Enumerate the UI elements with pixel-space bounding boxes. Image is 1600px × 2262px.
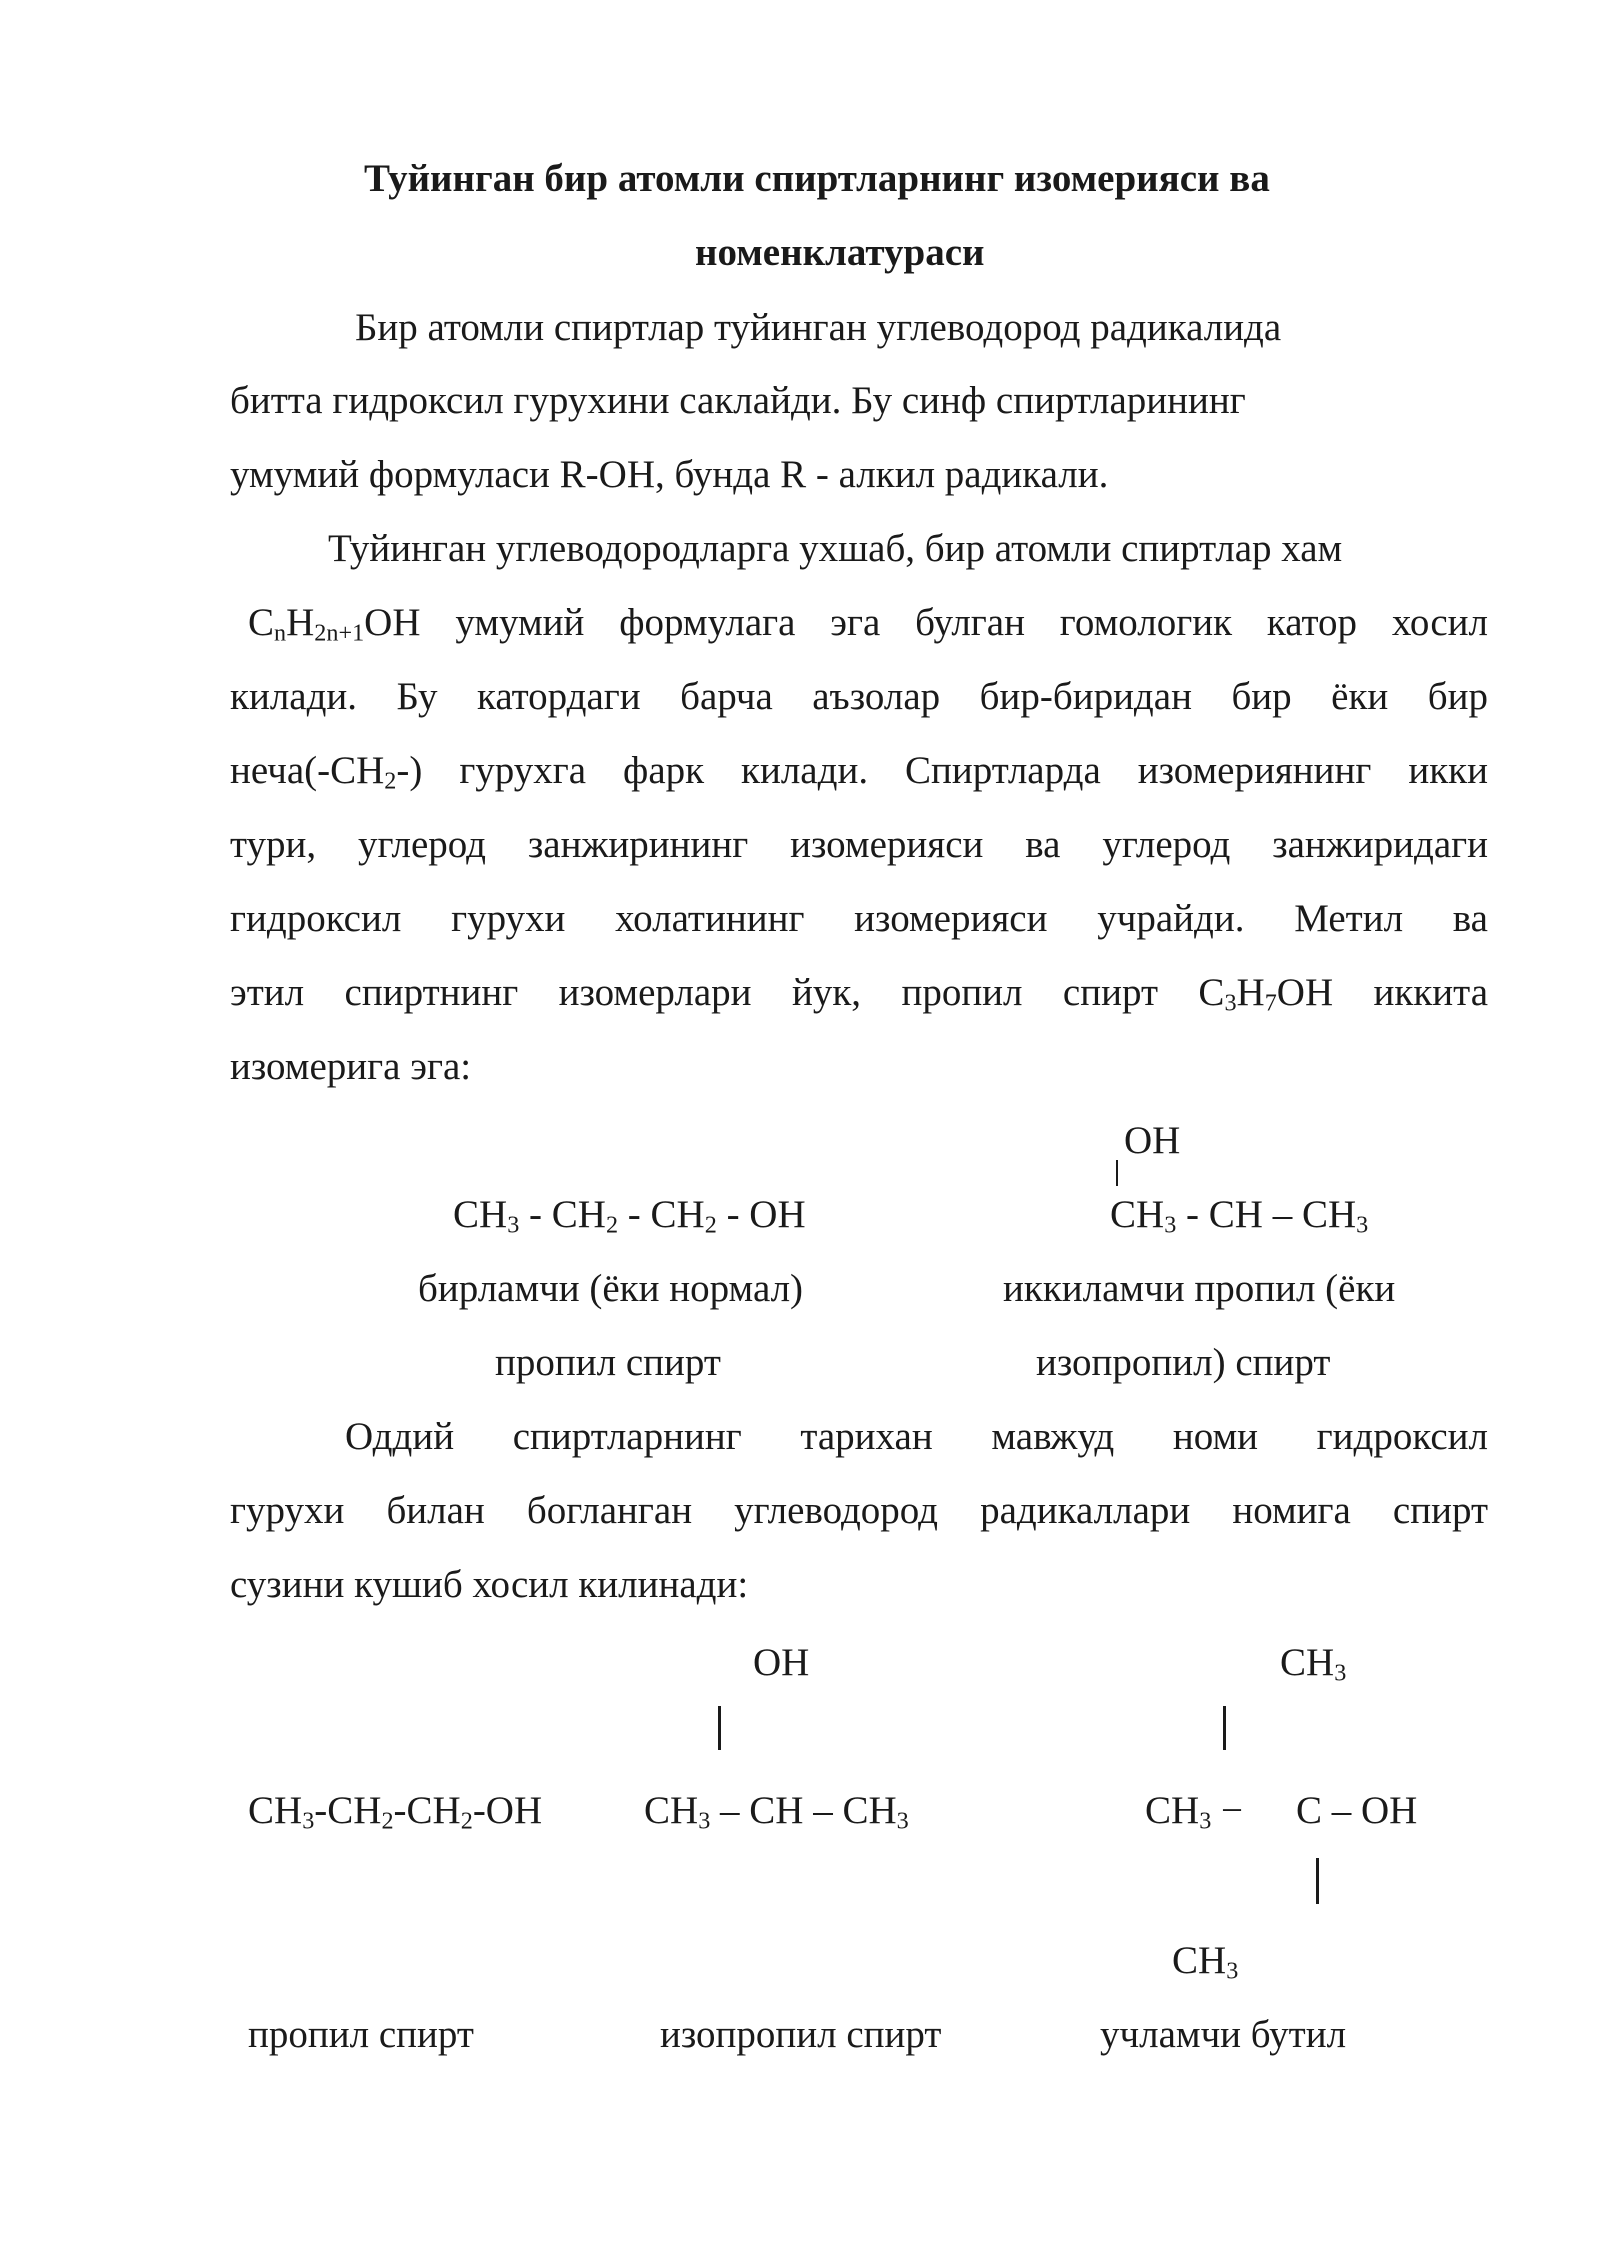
formula-text: – CH – CH <box>710 1789 897 1832</box>
formula-text: OH умумий формулага эга булган гомологик катор хосил <box>364 601 1488 644</box>
paragraph-1-line-1: Бир атомли спиртлар туйинган углеводород радикалида <box>355 306 1282 349</box>
formula-text: - CH – CH <box>1176 1193 1357 1236</box>
caption-secondary-line-2: изопропил) спирт <box>1036 1341 1331 1384</box>
paragraph-2-line-2 <box>248 600 1488 645</box>
formula-text: C <box>248 601 275 644</box>
isopropanol-formula <box>644 1788 909 1833</box>
caption-primary-line-2: пропил спирт <box>495 1341 721 1384</box>
formula-text: -OH <box>472 1789 543 1832</box>
formula-text: CH <box>644 1789 699 1832</box>
subscript: 3 <box>1224 989 1237 1017</box>
formula-text: CH <box>248 1789 303 1832</box>
subscript: 3 <box>1226 1957 1239 1985</box>
paragraph-2-line-7 <box>230 970 1488 1015</box>
formula-text: H <box>286 601 315 644</box>
tert-butanol-left-part <box>1145 1788 1243 1833</box>
subscript: 7 <box>1264 989 1277 1017</box>
paragraph-1-line-3: умумий формуласи R-OH, бунда R - алкил радикали. <box>230 453 1109 496</box>
caption-isopropanol: изопропил спирт <box>660 2013 942 2056</box>
hydroxyl-label: OH <box>753 1641 810 1684</box>
bond-line-vertical <box>1316 1858 1319 1904</box>
bond-line-vertical <box>1223 1706 1226 1750</box>
bond-line-vertical <box>1116 1160 1118 1186</box>
subscript: 2 <box>704 1211 717 1239</box>
subscript: 3 <box>1199 1807 1212 1835</box>
paragraph-2-line-6: гидроксил гурухи холатининг изомерияси учрайди. Метил ва <box>230 897 1488 940</box>
formula-text: CH <box>1172 1939 1227 1982</box>
subscript: 3 <box>1356 1211 1369 1239</box>
paragraph-2-line-4 <box>230 748 1488 793</box>
paragraph-2-line-8: изомерига эга: <box>230 1045 472 1088</box>
hydroxyl-label: OH <box>1124 1119 1181 1162</box>
formula-text: CH <box>1280 1641 1335 1684</box>
paragraph-3-line-1: Оддий спиртларнинг тарихан мавжуд номи гидроксил <box>345 1415 1488 1458</box>
caption-propanol: пропил спирт <box>248 2013 474 2056</box>
bond-line-vertical <box>718 1706 721 1750</box>
page-title-line-2: номенклатураси <box>695 231 985 274</box>
formula-text: -CH <box>314 1789 382 1832</box>
propanol-formula <box>248 1788 542 1833</box>
formula-text: CH <box>453 1193 508 1236</box>
formula-text: - CH <box>519 1193 606 1236</box>
paragraph-3-line-3: сузини кушиб хосил килинади: <box>230 1563 749 1606</box>
subscript: 3 <box>1334 1659 1347 1687</box>
formula-text: - OH <box>716 1193 806 1236</box>
subscript: 3 <box>302 1807 315 1835</box>
subscript: 2 <box>384 767 397 795</box>
subscript: 3 <box>507 1211 520 1239</box>
formula-text: − <box>1211 1789 1244 1832</box>
paragraph-1-line-2: битта гидроксил гурухини саклайди. Бу синф спиртларининг <box>230 379 1246 422</box>
subscript: 2 <box>381 1807 394 1835</box>
formula-text: CH <box>1110 1193 1165 1236</box>
methyl-bottom-label <box>1172 1938 1238 1983</box>
text-fragment: -) гурухга фарк килади. Спиртларда изомериянинг икки <box>396 749 1488 792</box>
text-fragment: H <box>1236 971 1265 1014</box>
subscript: 2 <box>460 1807 473 1835</box>
text-fragment: OH иккита <box>1276 971 1489 1014</box>
paragraph-2-line-5: тури, углерод занжирининг изомерияси ва углерод занжиридаги <box>230 823 1488 866</box>
propanol-formula <box>453 1192 806 1237</box>
subscript: 3 <box>896 1807 909 1835</box>
text-fragment: этил спиртнинг изомерлари йук, пропил спирт C <box>230 971 1225 1014</box>
caption-secondary-line-1: иккиламчи пропил (ёки <box>1003 1267 1396 1310</box>
subscript: 2n+1 <box>314 619 365 647</box>
page-title-line-1: Туйинган бир атомли спиртларнинг изомерияси ва <box>364 157 1270 200</box>
tert-butanol-right-part: C – OH <box>1296 1789 1418 1832</box>
formula-text: - CH <box>618 1193 705 1236</box>
caption-primary-line-1: бирламчи (ёки нормал) <box>418 1267 804 1310</box>
isopropanol-formula <box>1110 1192 1368 1237</box>
text-fragment: неча(-CH <box>230 749 385 792</box>
subscript: 2 <box>605 1211 619 1239</box>
paragraph-2-line-1: Туйинган углеводородларга ухшаб, бир атомли спиртлар хам <box>328 527 1343 570</box>
subscript: n <box>274 619 287 647</box>
formula-text: -CH <box>393 1789 461 1832</box>
subscript: 3 <box>1164 1211 1177 1239</box>
paragraph-3-line-2: гурухи билан богланган углеводород радикаллари номига спирт <box>230 1489 1488 1532</box>
paragraph-2-line-3: килади. Бу катордаги барча аъзолар бир-биридан бир ёки бир <box>230 675 1488 718</box>
methyl-top-label <box>1280 1640 1346 1685</box>
caption-tert-butyl: учламчи бутил <box>1100 2013 1347 2056</box>
formula-text: CH <box>1145 1789 1200 1832</box>
subscript: 3 <box>698 1807 711 1835</box>
